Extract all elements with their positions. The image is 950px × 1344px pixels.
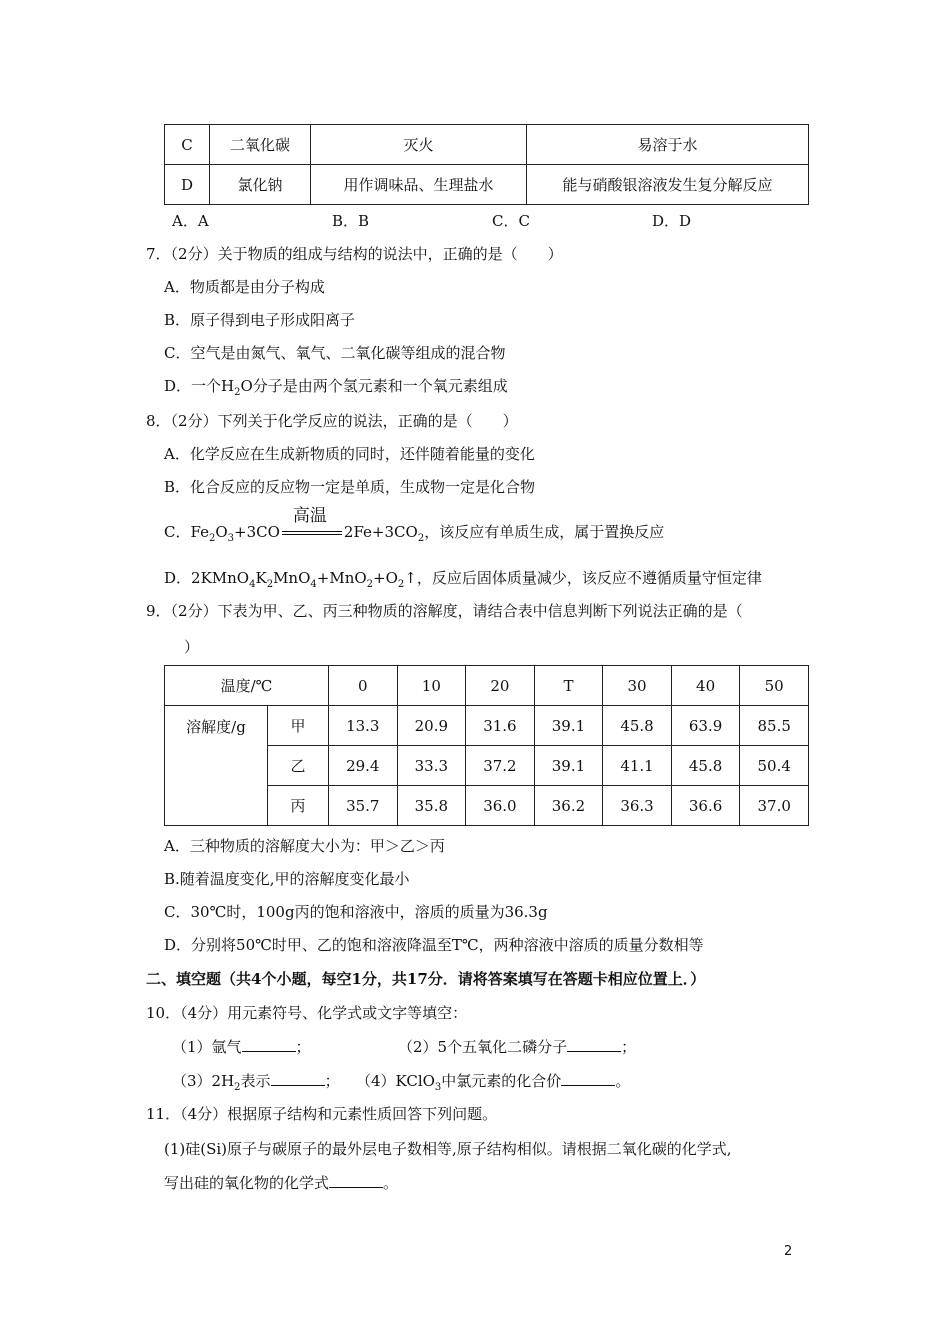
q8-option-d: D．$2KMnO_4K_2MnO_4+MnO_2+O_2↑$，反应后固体质量减少，该反应不遵循质量守恒定律 (164, 569, 762, 590)
q6-table (164, 124, 809, 205)
q9-option-b: B.随着温度变化,甲的溶解度变化最小 (164, 870, 410, 888)
q8-stem: 8．（2分）下列关于化学反应的说法，正确的是（ ） (146, 412, 518, 430)
table-cell: 甲 (268, 706, 329, 746)
table-cell: 45.8 (603, 706, 672, 746)
reaction-condition: 高温 (292, 506, 327, 526)
table-cell: 36.2 (534, 786, 603, 826)
q10-stem: 10．（4分）用元素符号、化学式或文字等填空： (146, 1004, 468, 1022)
q6-options (172, 210, 812, 231)
table-cell: 能与硝酸银溶液发生复分解反应 (527, 165, 809, 205)
table-cell: 36.6 (671, 786, 740, 826)
table-header: 10 (397, 666, 466, 706)
q11-part1-line2: 写出硅的氧化物的化学式 。 (164, 1174, 399, 1192)
reaction-arrow (280, 506, 344, 541)
q7-option-a: A．物质都是由分子构成 (164, 278, 325, 296)
q8-option-a: A．化学反应在生成新物质的同时，还伴随着能量的变化 (164, 445, 535, 463)
q7-option-c: C．空气是由氮气、氧气、二氧化碳等组成的混合物 (164, 344, 506, 362)
option-a: A．A (172, 212, 209, 230)
q11-part1-line1: (1)硅(Si)原子与碳原子的最外层电子数相等,原子结构相似。请根据二氧化碳的化学式, (164, 1140, 732, 1158)
q10-part2: （2）5个五氧化二磷分子 ； (398, 1038, 637, 1056)
option-b: B．B (332, 212, 370, 230)
table-cell: 37.0 (740, 786, 809, 826)
table-cell: 二氧化碳 (210, 125, 311, 165)
q10-part1: （1）氩气 ； (172, 1038, 311, 1056)
table-cell: 乙 (268, 746, 329, 786)
table-cell: 用作调味品、生理盐水 (311, 165, 527, 205)
table-header: 30 (603, 666, 672, 706)
table-header: 50 (740, 666, 809, 706)
table-cell: 41.1 (603, 746, 672, 786)
table-cell: 45.8 (671, 746, 740, 786)
table-cell: 31.6 (466, 706, 535, 746)
q10-part3: $(3)2H_2$表示 ； (172, 1072, 340, 1093)
table-cell: 39.1 (534, 746, 603, 786)
table-cell: 37.2 (466, 746, 535, 786)
table-cell: 易溶于水 (527, 125, 809, 165)
table-cell: 63.9 (671, 706, 740, 746)
section-heading: 二、填空题（共4个小题，每空1分，共17分．请将答案填写在答题卡相应位置上．） (146, 970, 706, 988)
table-cell: 35.7 (329, 786, 398, 826)
table-cell: 36.3 (603, 786, 672, 826)
q11-stem: 11．（4分）根据原子结构和元素性质回答下列问题。 (146, 1105, 498, 1123)
table-cell: 丙 (268, 786, 329, 826)
table-header: 温度/℃ (165, 666, 329, 706)
q7-stem: 7．（2分）关于物质的组成与结构的说法中，正确的是（ ） (146, 245, 563, 263)
q8-option-b: B．化合反应的反应物一定是单质，生成物一定是化合物 (164, 478, 536, 496)
table-cell: 36.0 (466, 786, 535, 826)
table-cell: 50.4 (740, 746, 809, 786)
q10-part4: （4）KClO$_3$中氯元素的化合价 。 (356, 1072, 631, 1093)
option-c: C．C (492, 212, 530, 230)
q7-option-d: D．一个$H_2O$分子是由两个氢元素和一个氧元素组成 (164, 377, 508, 398)
table-cell: C (165, 125, 210, 165)
table-header: 溶解度/g (165, 706, 268, 826)
table-cell: D (165, 165, 210, 205)
q7-option-b: B．原子得到电子形成阳离子 (164, 311, 356, 329)
table-cell: 13.3 (329, 706, 398, 746)
q9-option-c: C．30℃时，100g丙的饱和溶液中，溶质的质量为36.3g (164, 903, 548, 921)
q9-stem-end: ） (184, 638, 200, 656)
table-cell: 氯化钠 (210, 165, 311, 205)
q9-option-d: D．分别将50℃时甲、乙的饱和溶液降温至T℃，两种溶液中溶质的质量分数相等 (164, 936, 704, 954)
table-header: T (534, 666, 603, 706)
table-cell: 33.3 (397, 746, 466, 786)
table-cell: 灭火 (311, 125, 527, 165)
table-cell: 85.5 (740, 706, 809, 746)
table-cell: 39.1 (534, 706, 603, 746)
q8-option-c: C．$Fe_2O_3+3CO$ 高温 $2Fe+3CO_2$，该反应有单质生成，属于置换反应 (164, 521, 664, 544)
table-cell: 20.9 (397, 706, 466, 746)
page-number: 2 (784, 1244, 793, 1259)
q9-stem: 9．（2分）下表为甲、乙、丙三种物质的溶解度，请结合表中信息判断下列说法正确的是（ (146, 602, 743, 620)
option-d: D．D (652, 212, 692, 230)
table-cell: 35.8 (397, 786, 466, 826)
q9-option-a: A．三种物质的溶解度大小为：甲＞乙＞丙 (164, 837, 445, 855)
table-header: 40 (671, 666, 740, 706)
table-cell: 29.4 (329, 746, 398, 786)
solubility-table (164, 665, 809, 826)
table-header: 20 (466, 666, 535, 706)
table-header: 0 (329, 666, 398, 706)
